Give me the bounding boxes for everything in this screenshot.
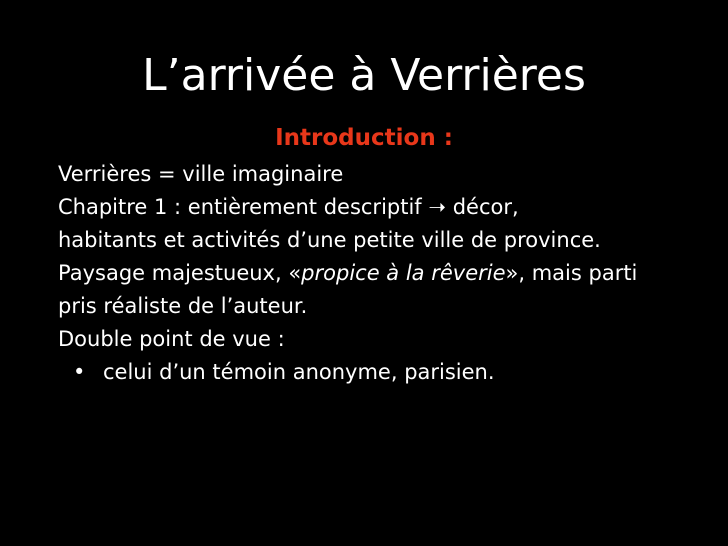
text-line-4 [58, 257, 718, 290]
text-line-6 [58, 323, 718, 356]
text-line-1 [58, 158, 718, 191]
slide-title: L’arrivée à Verrières [142, 50, 586, 101]
text-line-3 [58, 224, 718, 257]
italic-quote: propice à la rêverie [301, 261, 506, 285]
line-text: habitants et activités d’une petite ville de province. [58, 228, 601, 252]
line-text: pris réaliste de l’auteur. [58, 294, 308, 318]
line-text: Paysage majestueux, « [58, 261, 302, 285]
arrow-icon: ➝ [428, 195, 446, 219]
section-heading: Introduction : [275, 125, 453, 151]
bullet-text: celui d’un témoin anonyme, parisien. [103, 360, 495, 384]
line-text: Chapitre 1 : entièrement descriptif [58, 195, 422, 219]
line-text: », mais parti [505, 261, 638, 285]
bullet-icon: • [73, 360, 86, 384]
line-text: décor, [452, 195, 519, 219]
text-line-2 [58, 191, 718, 224]
bullet-item [58, 356, 718, 389]
slide-body [58, 158, 718, 389]
line-text: Verrières = ville imaginaire [58, 162, 344, 186]
text-line-5 [58, 290, 718, 323]
line-text: Double point de vue : [58, 327, 285, 351]
